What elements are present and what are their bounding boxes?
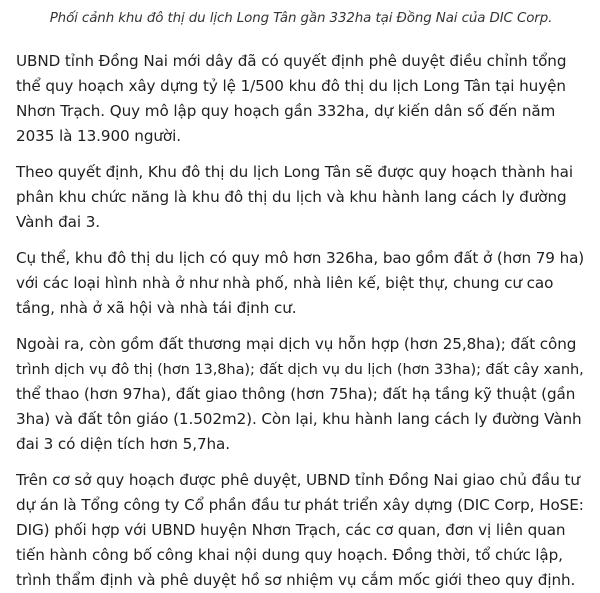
text-line: tầng, nhà ở xã hội và nhà tái định cư. <box>16 299 297 317</box>
text-line: Trên cơ sở quy hoạch được phê duyệt, UBND tỉnh Đồng Nai giao chủ đầu tư <box>16 471 580 489</box>
text-line: 3ha) và đất tôn giáo (1.502m2). Còn lại, khu hành lang cách ly đường Vành <box>16 410 582 428</box>
text-line: UBND tỉnh Đồng Nai mới dây đã có quyết định phê duyệt điều chỉnh tổng <box>16 52 567 70</box>
text-line: Theo quyết định, Khu đô thị du lịch Long Tân sẽ được quy hoạch thành hai <box>16 163 573 181</box>
text-line: đai 3 có diện tích hơn 5,7ha. <box>16 435 230 453</box>
text-line: với các loại hình nhà ở như nhà phố, nhà liên kế, biệt thự, chung cư cao <box>16 274 554 292</box>
text-line: phân khu chức năng là khu đô thị du lịch và khu hành lang cách ly đường <box>16 188 567 206</box>
text-line: trình thẩm định và phê duyệt hồ sơ nhiệm vụ cắm mốc giới theo quy định. <box>16 571 576 589</box>
image-caption: Phối cảnh khu đô thị du lịch Long Tân gần 332ha tại Đồng Nai của DIC Corp. <box>49 11 553 26</box>
text-line: thể thao (hơn 97ha), đất giao thông (hơn 75ha); đất hạ tầng kỹ thuật (gần <box>16 385 576 403</box>
text-line: DIG) phối hợp với UBND huyện Nhơn Trạch, các cơ quan, đơn vị liên quan <box>16 521 566 539</box>
article-body <box>16 0 586 593</box>
text-line: Ngoài ra, còn gồm đất thương mại dịch vụ hỗn hợp (hơn 25,8ha); đất công <box>16 335 577 353</box>
text-line: thể quy hoạch xây dựng tỷ lệ 1/500 khu đô thị du lịch Long Tân tại huyện <box>16 77 566 95</box>
text-line: Cụ thể, khu đô thị du lịch có quy mô hơn 326ha, bao gồm đất ở (hơn 79 ha) <box>16 249 585 267</box>
text-line: Nhơn Trạch. Quy mô lập quy hoạch gần 332ha, dự kiến dân số đến năm <box>16 102 556 120</box>
text-line: dự án là Tổng công ty Cổ phần đầu tư phát triển xây dựng (DIC Corp, HoSE: <box>16 496 584 514</box>
paragraph-2 <box>16 160 586 235</box>
paragraph-3 <box>16 246 586 321</box>
text-line: 2035 là 13.900 người. <box>16 127 181 145</box>
paragraph-4 <box>16 332 586 457</box>
paragraph-5 <box>16 468 586 593</box>
text-line: tiến hành công bố công khai nội dung quy hoạch. Đồng thời, tổ chức lập, <box>16 546 563 564</box>
text-line: Vành đai 3. <box>16 213 100 231</box>
paragraph-1 <box>16 49 586 149</box>
text-line: trình dịch vụ đô thị (hơn 13,8ha); đất dịch vụ du lịch (hơn 33ha); đất cây xanh, <box>16 361 584 378</box>
